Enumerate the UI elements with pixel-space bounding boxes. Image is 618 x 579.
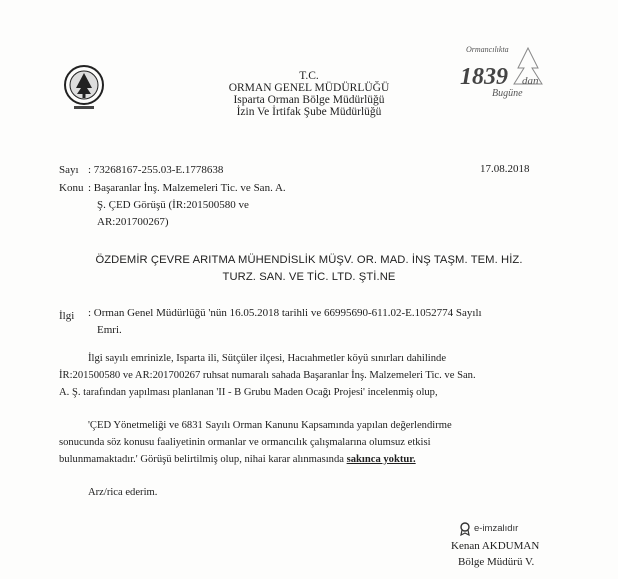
ilgi-label: İlgi	[59, 310, 75, 322]
ilgi-line-1: : Orman Genel Müdürlüğü 'nün 16.05.2018 tarihli ve 66995690-611.02-E.1052774 Sayılı	[88, 307, 482, 319]
logo-year: 1839	[460, 64, 508, 90]
para2-line-2: sonucunda söz konusu faaliyetinin ormanlar ve ormancılık çalışmalarına olumsuz etkisi	[59, 437, 431, 448]
header-ministry: ORMAN GENEL MÜDÜRLÜĞÜ	[228, 82, 390, 94]
para2-line-1: 'ÇED Yönetmeliği ve 6831 Sayılı Orman Kanunu Kapsamında yapılan değerlendirme	[88, 420, 452, 431]
para1-line-2: İR:201500580 ve AR:201700267 ruhsat numaralı sahada Başaranlar İnş. Malzemeleri Tic. ve San.	[59, 370, 476, 381]
logo-top-text: Ormancılıkta	[466, 45, 509, 54]
sayi-value: : 73268167-255.03-E.1778638	[88, 164, 224, 176]
addressee-line-2: TURZ. SAN. VE TİC. LTD. ŞTİ.NE	[222, 271, 396, 283]
para2-line-3	[59, 451, 548, 468]
e-signature-badge-icon	[458, 522, 472, 536]
para1-line-1: İlgi sayılı emrinizle, Isparta ili, Sütçüler ilçesi, Hacıahmetler köyü sınırları dahilinde	[88, 353, 447, 364]
document-date: 17.08.2018	[480, 163, 530, 175]
ilgi-line-2: Emri.	[97, 324, 122, 336]
header-branch: İzin Ve İrtifak Şube Müdürlüğü	[236, 106, 382, 118]
header-regional: Isparta Orman Bölge Müdürlüğü	[233, 94, 385, 106]
conclusion-text: sakınca yoktur.	[346, 454, 416, 465]
closing-text: Arz/rica ederim.	[88, 487, 158, 498]
e-signature-text: e-imzalıdır	[474, 523, 519, 534]
logo-side-text: dan	[522, 75, 539, 87]
logo-bottom-text: Bugüne	[492, 88, 523, 99]
sayi-label: Sayı	[59, 164, 79, 176]
konu-line-2: Ş. ÇED Görüşü (İR:201500580 ve	[97, 199, 249, 211]
konu-line-1: : Başaranlar İnş. Malzemeleri Tic. ve San. A.	[88, 182, 286, 194]
konu-label: Konu	[59, 182, 84, 194]
para2-line-3-text: bulunmamaktadır.' Görüşü belirtilmiş olup, nihai karar alınmasında	[59, 454, 347, 465]
para1-line-3: A. Ş. tarafından yapılması planlanan 'II - B Grubu Maden Ocağı Projesi' incelenmiş olup,	[59, 387, 438, 398]
header-tc: T.C.	[299, 70, 319, 82]
signer-name: Kenan AKDUMAN	[451, 540, 540, 552]
konu-line-3: AR:201700267)	[97, 216, 169, 228]
signer-title: Bölge Müdürü V.	[458, 556, 535, 568]
addressee-line-1: ÖZDEMİR ÇEVRE ARITMA MÜHENDİSLİK MÜŞV. OR. MAD. İNŞ TAŞM. TEM. HİZ.	[95, 254, 523, 266]
